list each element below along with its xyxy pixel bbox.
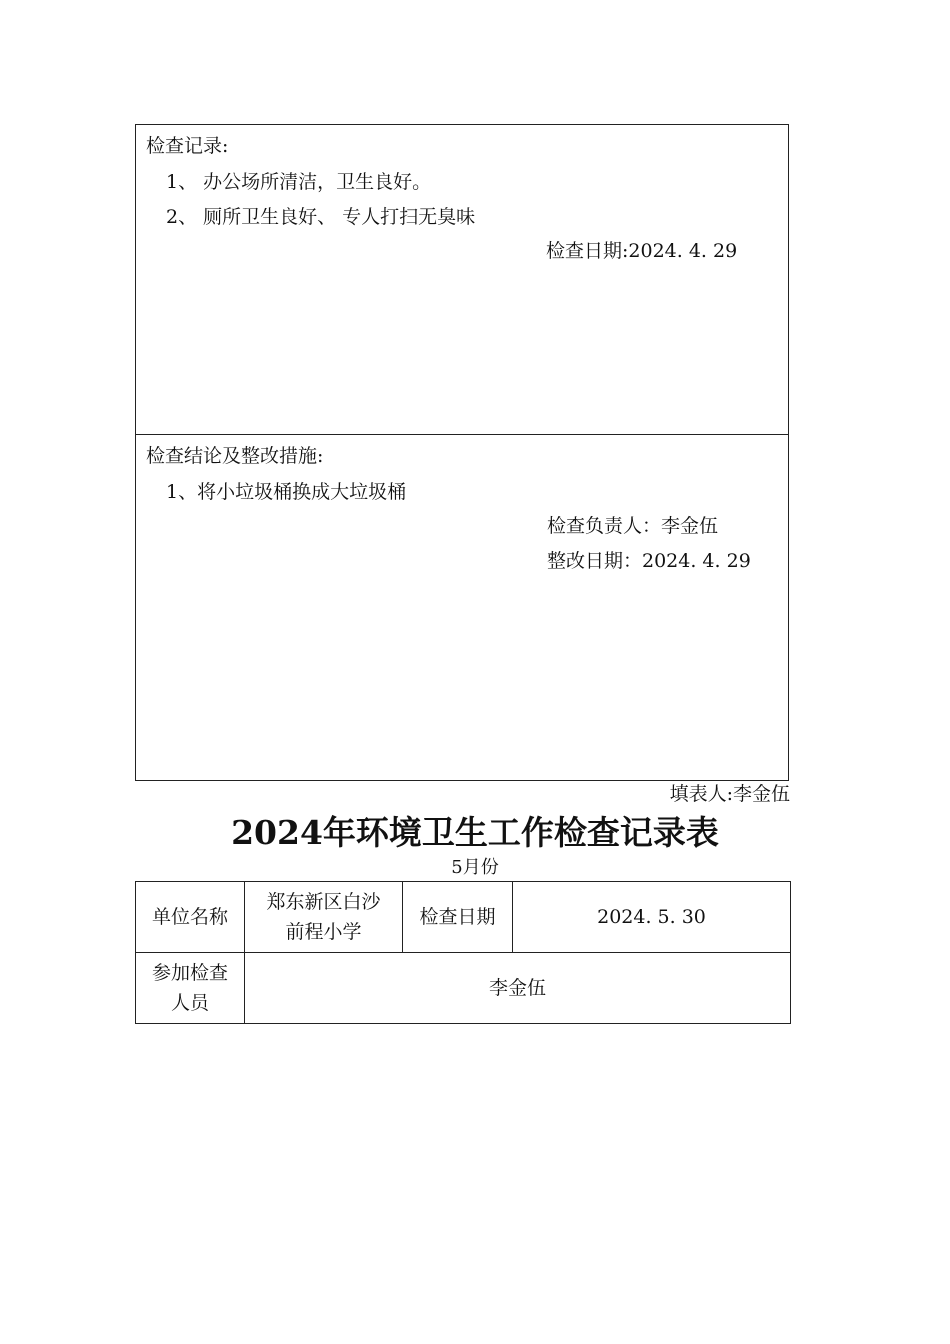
table-row <box>136 882 791 953</box>
responsible-person: 检查负责人：李金伍 <box>547 515 719 537</box>
staff-label-line-2: 人员 <box>170 992 209 1014</box>
unit-name-line-2: 前程小学 <box>285 921 362 943</box>
staff-label <box>136 953 245 1024</box>
form-filler: 填表人:李金伍 <box>669 783 790 805</box>
record-heading: 检查记录: <box>146 135 229 157</box>
month-label: 5月份 <box>451 857 499 878</box>
unit-name-value <box>245 882 403 953</box>
inspection-record-box <box>135 124 789 435</box>
record-item-2: 2、 厕所卫生良好、 专人打扫无臭味 <box>166 206 476 228</box>
unit-name-label: 单位名称 <box>136 882 245 953</box>
record-item-1: 1、 办公场所清洁，卫生良好。 <box>166 171 432 193</box>
inspection-info-table <box>135 881 791 1024</box>
inspection-date-label: 检查日期 <box>403 882 513 953</box>
conclusion-measures-box <box>135 434 789 781</box>
rectify-date: 整改日期：2024. 4. 29 <box>547 550 751 572</box>
unit-name-line-1: 郑东新区白沙 <box>266 891 381 913</box>
record-date: 检查日期:2024. 4. 29 <box>546 240 738 262</box>
conclusion-heading: 检查结论及整改措施: <box>146 445 324 467</box>
staff-label-line-1: 参加检查 <box>151 962 228 984</box>
table-row <box>136 953 791 1024</box>
page-title: 2024年环境卫生工作检查记录表 <box>231 813 719 852</box>
staff-value: 李金伍 <box>245 953 791 1024</box>
conclusion-item-1: 1、将小垃圾桶换成大垃圾桶 <box>166 481 407 503</box>
inspection-date-value: 2024. 5. 30 <box>513 882 791 953</box>
